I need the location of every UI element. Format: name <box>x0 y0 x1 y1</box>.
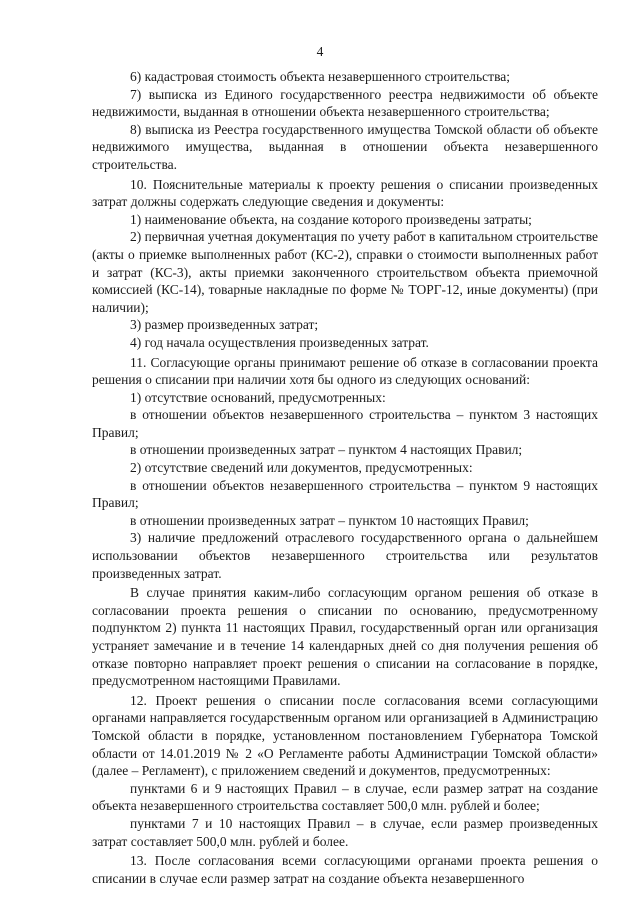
paragraph-11-item-2-costs: в отношении произведенных затрат – пунктом 10 настоящих Правил; <box>130 512 529 528</box>
paragraph-11-item-1: 1) отсутствие оснований, предусмотренных: <box>130 389 386 405</box>
paragraph-10-item-4: 4) год начала осуществления произведенных затрат. <box>130 334 429 350</box>
paragraph-11-item-1-costs: в отношении произведенных затрат – пунктом 4 настоящих Правил; <box>130 442 523 458</box>
paragraph-11-item-2-objects: в отношении объектов незавершенного строительства – пунктом 9 настоящих Правил; <box>92 477 598 511</box>
paragraph-10-item-3: 3) размер произведенных затрат; <box>130 317 319 333</box>
paragraph-11-item-2: 2) отсутствие сведений или документов, предусмотренных: <box>130 460 473 476</box>
paragraph-11-refusal-grounds: 11. Согласующие органы принимают решение об отказе в согласовании проекта решения о списании при наличии хотя бы одного из следующих оснований: <box>92 354 598 388</box>
paragraph-13-after-approval: 13. После согласования всеми согласующими органами проекта решения о списании в случае если размер затрат на создание объекта незавершенного <box>92 853 598 886</box>
paragraph-10-item-1: 1) наименование объекта, на создание которого произведены затраты; <box>130 211 532 227</box>
paragraph-8-registry-extract: 8) выписка из Реестра государственного имущества Томской области об объекте недвижимого имущества, выданная в отношении объекта незавершенного строительства. <box>92 121 598 172</box>
page-number: 4 <box>316 44 324 59</box>
paragraph-11-item-1-objects: в отношении объектов незавершенного строительства – пунктом 3 настоящих Правил; <box>92 407 598 440</box>
paragraph-refusal-case: В случае принятия каким-либо согласующим органом решения об отказе в согласовании проекта решения о списании по основанию, предусмотренному подпунктом 2) пункта 11 настоящих Правил, государственный орган или организация устраняет замечание и в течение 14 календарных дней со дня получения решения об отказе повторно направляет проект решения о списании на согласование в порядке, предусмотренном настоящими Правилами. <box>92 585 598 689</box>
paragraph-10-explanatory-materials: 10. Пояснительные материалы к проекту решения о списании произведенных затрат должны содержать следующие сведения и документы: <box>92 176 598 210</box>
paragraph-6-cadastral-value: 6) кадастровая стоимость объекта незавершенного строительства; <box>130 69 511 84</box>
paragraph-12-items-6-9: пунктами 6 и 9 настоящих Правил – в случае, если размер затрат на создание объекта незавершенного строительства составляет 500,0 млн. рублей и более; <box>92 780 598 814</box>
paragraph-11-item-3: 3) наличие предложений отраслевого государственного органа о дальнейшем использовании объектов незавершенного строительства или результатов произведенных затрат. <box>92 530 598 581</box>
paragraph-10-item-2: 2) первичная учетная документация по учету работ в капитальном строительстве (акты о приемке выполненных работ (КС-2), справки о стоимости выполненных работ и затрат (КС-3), акты приемки законченного строительством объекта приемочной комиссией (КС-14), товарные накладные по форме № ТОРГ-12, иные документы) (при наличии); <box>92 229 598 315</box>
document-body <box>92 68 598 887</box>
paragraph-12-items-7-10: пунктами 7 и 10 настоящих Правил – в случае, если размер произведенных затрат составляет 500,0 млн. рублей и более. <box>92 815 598 849</box>
paragraph-12-submission: 12. Проект решения о списании после согласования всеми согласующими органами направляется государственным органом или организацией в Администрацию Томской области в порядке, установленном постановлением Губернатора Томской области от 14.01.2019 № 2 «О Регламенте работы Администрации Томской области» (далее – Регламент), с приложением сведений и документов, предусмотренных: <box>92 692 598 779</box>
paragraph-7-egrn-extract: 7) выписка из Единого государственного реестра недвижимости об объекте недвижимости, выданная в отношении объекта незавершенного строительства; <box>92 86 598 120</box>
